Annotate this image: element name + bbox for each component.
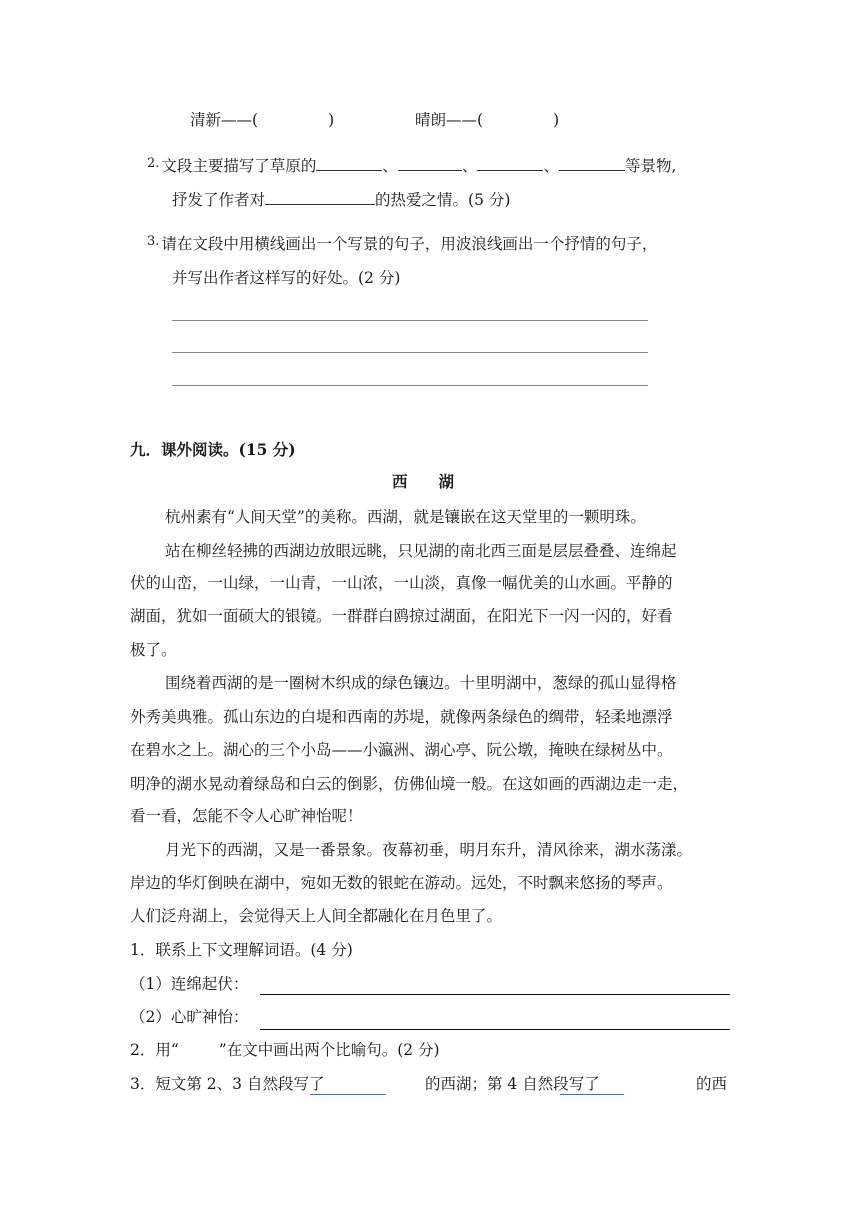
blank-3[interactable] (477, 156, 543, 171)
para-line: 湖面，犹如一面硕大的银镜。一群群白鸥掠过湖面，在阳光下一闪一闪的，好看 (130, 607, 673, 625)
q3-text: 请在文段中用横线画出一个写景的句子，用波浪线画出一个抒情的句子， (161, 235, 658, 253)
separator: 、 (382, 157, 398, 175)
para-line: 在碧水之上。湖心的三个小岛——小瀛洲、湖心亭、阮公墩，掩映在绿树丛中。 (130, 741, 673, 759)
question-3-part-c: 的西 (696, 1075, 728, 1093)
wavy-line-sample (179, 1040, 219, 1060)
word-qingxin: 清新——( (190, 111, 259, 129)
para-line: 明净的湖水晃动着绿岛和白云的倒影，仿佛仙境一般。在这如画的西湖边走一走， (130, 775, 689, 793)
blank-5[interactable] (265, 190, 375, 205)
question-2-text-a: 2．用“ (130, 1041, 179, 1059)
para-line: 站在柳丝轻拂的西湖边放眼远眺，只见湖的南北西三面是层层叠叠、连绵起 (165, 542, 677, 560)
synonym-row-2 (415, 110, 559, 130)
answer-line-1[interactable] (172, 320, 648, 321)
word-qinglang: 晴朗——( (415, 111, 484, 129)
answer-line-q1-1[interactable] (260, 994, 730, 995)
q2-line2 (172, 190, 510, 210)
para-line: 岸边的华灯倒映在湖中，宛如无数的银蛇在游动。远处，不时飘来悠扬的琴声。 (130, 874, 673, 892)
para-line: 月光下的西湖，又是一番景象。夜幕初垂，明月东升，清风徐来，湖水荡漾。 (165, 841, 693, 859)
answer-line-3[interactable] (172, 385, 648, 386)
q3-line1 (147, 232, 657, 254)
question-1: 1．联系上下文理解词语。(4 分) (130, 941, 353, 959)
para-line: 人们泛舟湖上，会觉得天上人间全都融化在月色里了。 (130, 907, 503, 925)
q2-text-c: 抒发了作者对 (172, 191, 266, 209)
answer-blank-q3-1[interactable] (310, 1094, 386, 1095)
blank-4[interactable] (559, 156, 625, 171)
close-paren: ) (553, 111, 560, 129)
q2-text-d: 的热爱之情。(5 分) (375, 191, 511, 209)
answer-line-2[interactable] (172, 352, 648, 353)
question-1-2-label: （2）心旷神怡： (130, 1008, 249, 1026)
q2-text-a: 文段主要描写了草原的 (161, 157, 317, 175)
question-number: 3. (147, 234, 160, 249)
para-line: 极了。 (130, 641, 177, 659)
para-line: 伏的山峦，一山绿，一山青，一山浓，一山淡，真像一幅优美的山水画。平静的 (130, 574, 673, 592)
separator: 、 (461, 157, 478, 175)
close-paren: ) (328, 111, 335, 129)
answer-line-q1-2[interactable] (260, 1029, 730, 1030)
para-line: 看一看，怎能不令人心旷神怡呢！ (130, 807, 363, 825)
q3-line2: 并写出作者这样写的好处。(2 分) (172, 269, 401, 287)
separator: 、 (543, 157, 559, 175)
blank-1[interactable] (316, 156, 382, 171)
question-2 (130, 1040, 440, 1060)
question-3-part-b: 的西湖；第 4 自然段写了 (425, 1075, 600, 1093)
question-number: 2. (147, 156, 160, 171)
synonym-row-1 (190, 110, 334, 130)
section-heading: 九．课外阅读。(15 分) (130, 440, 296, 459)
para-line: 围绕着西湖的是一圈树木织成的绿色镶边。十里明湖中，葱绿的孤山显得格 (165, 674, 677, 692)
question-1-1-label: （1）连绵起伏： (130, 975, 249, 993)
question-2-text-b: ”在文中画出两个比喻句。(2 分) (218, 1041, 440, 1059)
q2-line1 (147, 154, 676, 176)
question-3-part-a: 3．短文第 2、3 自然段写了 (130, 1075, 325, 1093)
blank-2[interactable] (398, 156, 462, 171)
para-line: 外秀美典雅。孤山东边的白堤和西南的苏堤，就像两条绿色的绸带，轻柔地漂浮 (130, 708, 673, 726)
q2-text-b: 等景物, (624, 157, 677, 175)
passage-title: 西 湖 (392, 472, 455, 491)
answer-blank-q3-2[interactable] (560, 1094, 624, 1095)
para-line: 杭州素有“人间天堂”的美称。西湖，就是镶嵌在这天堂里的一颗明珠。 (165, 508, 646, 526)
